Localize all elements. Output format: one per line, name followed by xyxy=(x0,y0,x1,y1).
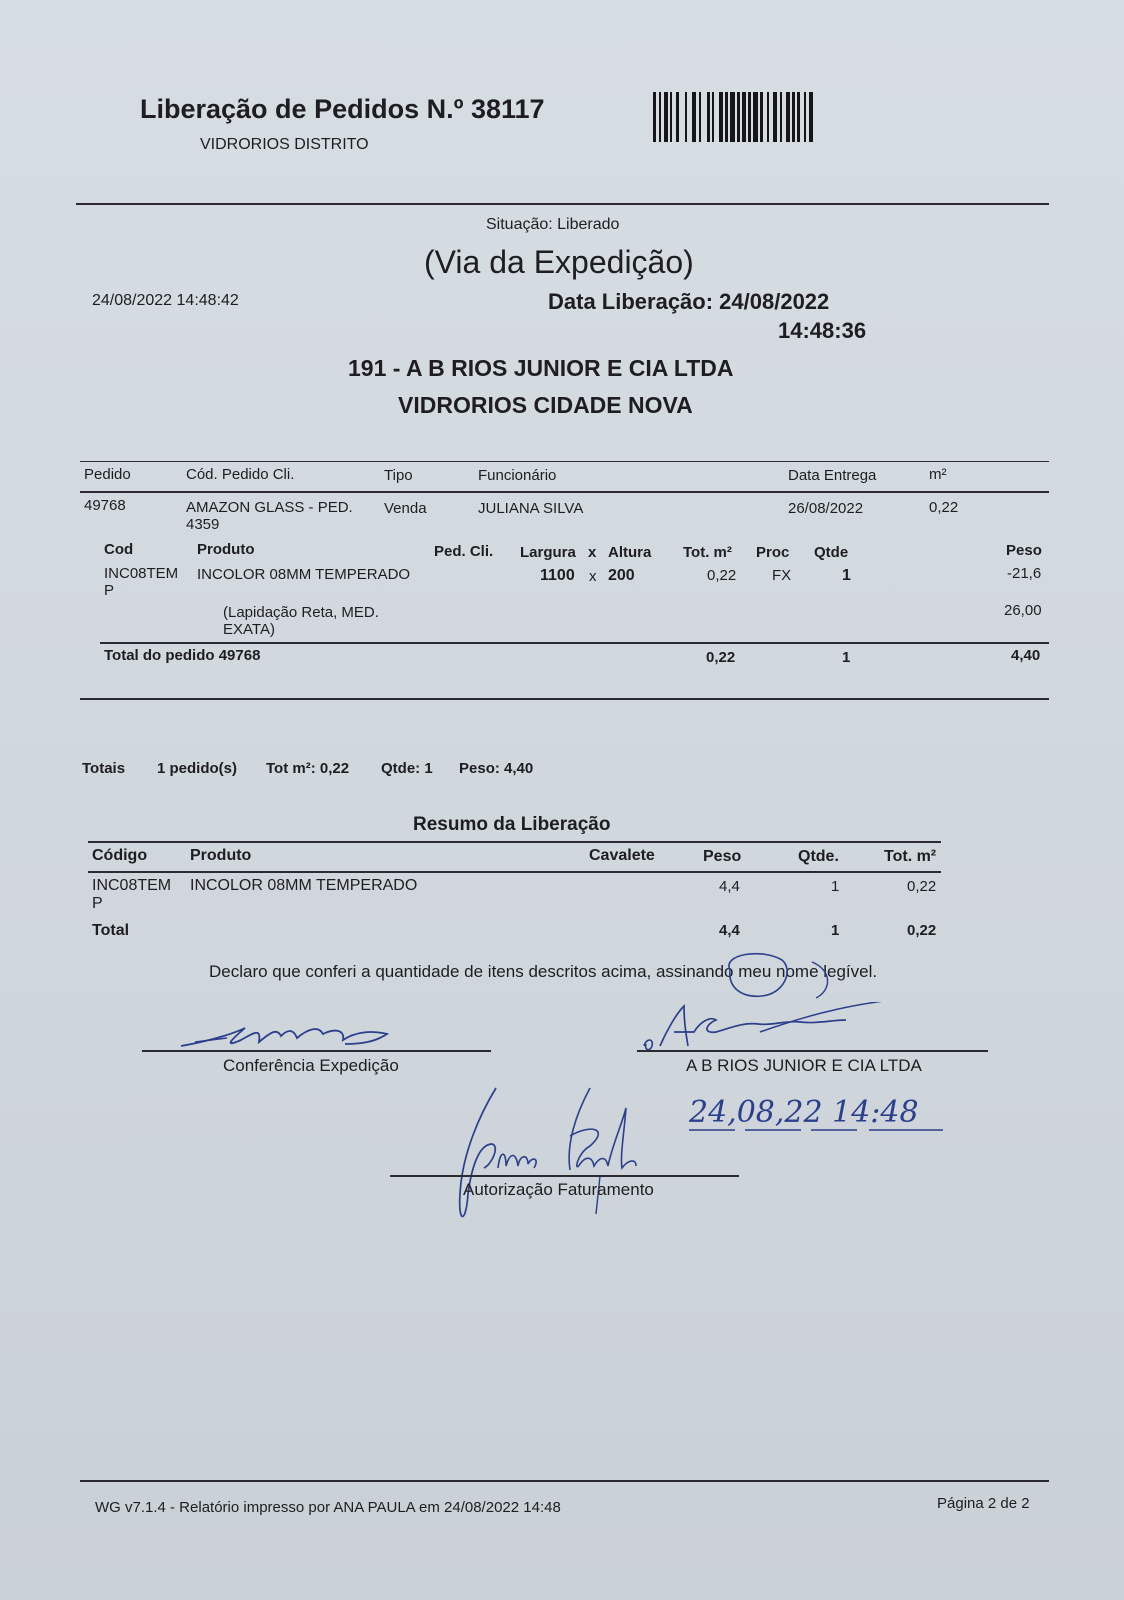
col-cod-pedido-cli: Cód. Pedido Cli. xyxy=(186,466,295,483)
col-tipo: Tipo xyxy=(384,467,413,484)
barcode xyxy=(653,92,825,142)
summary-title: Resumo da Liberação xyxy=(413,814,611,835)
col-data-entrega: Data Entrega xyxy=(788,467,877,484)
item-col-peso: Peso xyxy=(1006,542,1042,559)
order-total-m2: 0,22 xyxy=(706,649,736,666)
item-code-cont: P xyxy=(104,582,115,599)
item-height: 200 xyxy=(608,567,635,584)
item-weight-2: 26,00 xyxy=(1004,602,1042,619)
item-col-qtde: Qtde xyxy=(814,544,849,561)
item-code: INC08TEM xyxy=(104,565,179,582)
item-col-largura: Largura xyxy=(520,544,576,561)
item-product: INCOLOR 08MM TEMPERADO xyxy=(197,566,411,583)
footer-rule xyxy=(80,1480,1049,1482)
print-datetime: 24/08/2022 14:48:42 xyxy=(92,292,239,309)
totals-m2: Tot m²: 0,22 xyxy=(266,760,350,777)
totals-qty: Qtde: 1 xyxy=(381,760,433,777)
summary-col-produto: Produto xyxy=(190,847,252,864)
summary-top-rule xyxy=(88,841,941,843)
company-name: VIDRORIOS DISTRITO xyxy=(200,136,369,153)
header-divider xyxy=(76,203,1049,205)
summary-total-weight: 4,4 xyxy=(719,922,740,939)
order-total-label: Total do pedido 49768 xyxy=(104,647,261,664)
footer-printed-by: WG v7.1.4 - Relatório impresso por ANA PAULA em 24/08/2022 14:48 xyxy=(95,1499,561,1516)
summary-col-codigo: Código xyxy=(92,847,148,864)
autorizacao-signature-line xyxy=(390,1175,739,1177)
summary-code: INC08TEM xyxy=(92,877,172,894)
summary-header-rule xyxy=(88,871,941,873)
item-col-x: x xyxy=(588,544,597,561)
item-width: 1100 xyxy=(540,567,575,584)
item-col-cod: Cod xyxy=(104,541,134,558)
customer-signature xyxy=(640,1002,900,1052)
item-col-altura: Altura xyxy=(608,544,652,561)
pen-circle-mark xyxy=(712,950,852,1002)
totals-weight: Peso: 4,40 xyxy=(459,760,534,777)
item-proc: FX xyxy=(772,567,792,584)
item-col-produto: Produto xyxy=(197,541,255,558)
customer-name: 191 - A B RIOS JUNIOR E CIA LTDA xyxy=(348,355,734,381)
customer-signature-label: A B RIOS JUNIOR E CIA LTDA xyxy=(686,1056,922,1075)
copy-type-title: (Via da Expedição) xyxy=(424,244,694,280)
summary-m2: 0,22 xyxy=(907,878,937,895)
order-number: 49768 xyxy=(84,497,126,514)
status-label: Situação: Liberado xyxy=(486,216,620,233)
item-note-cont: EXATA) xyxy=(223,621,275,638)
summary-weight: 4,4 xyxy=(719,878,740,895)
order-table-bottom-rule xyxy=(80,698,1049,700)
summary-qty: 1 xyxy=(831,878,840,895)
item-col-proc: Proc xyxy=(756,544,790,561)
document-title: Liberação de Pedidos N.º 38117 xyxy=(140,94,545,124)
summary-code-cont: P xyxy=(92,895,103,912)
summary-col-peso: Peso xyxy=(703,848,742,865)
item-qty: 1 xyxy=(842,567,851,584)
summary-col-cavalete: Cavalete xyxy=(589,847,655,864)
order-m2: 0,22 xyxy=(929,499,959,516)
handwritten-date xyxy=(685,1086,955,1136)
item-col-tot-m2: Tot. m² xyxy=(683,544,732,561)
summary-total-qty: 1 xyxy=(831,922,840,939)
autorizacao-label: Autorização Faturamento xyxy=(463,1180,654,1199)
item-weight: -21,6 xyxy=(1007,565,1042,582)
item-x: x xyxy=(589,568,597,585)
autorizacao-signature xyxy=(440,1084,670,1228)
order-total-qty: 1 xyxy=(842,649,851,666)
totals-label: Totais xyxy=(82,760,126,777)
client-order-code: AMAZON GLASS - PED. xyxy=(186,499,353,516)
summary-col-qtde: Qtde. xyxy=(798,848,839,865)
delivery-date: 26/08/2022 xyxy=(788,500,864,517)
order-table-header-rule xyxy=(80,491,1049,493)
item-tot-m2: 0,22 xyxy=(707,567,737,584)
order-table-top-rule xyxy=(80,461,1049,462)
handwritten-date-text: 24,08,22 14:48 xyxy=(689,1095,919,1130)
summary-product: INCOLOR 08MM TEMPERADO xyxy=(190,877,418,894)
release-date: Data Liberação: 24/08/2022 xyxy=(548,289,830,314)
conferencia-label: Conferência Expedição xyxy=(223,1056,399,1075)
item-col-ped-cli: Ped. Cli. xyxy=(434,543,494,560)
conferencia-signature-line xyxy=(142,1050,491,1052)
totals-orders: 1 pedido(s) xyxy=(157,760,238,777)
col-pedido: Pedido xyxy=(84,466,131,483)
conferencia-signature xyxy=(175,1018,415,1058)
col-m2: m² xyxy=(929,466,947,483)
release-time: 14:48:36 xyxy=(778,318,867,343)
employee-name: JULIANA SILVA xyxy=(478,500,584,517)
order-total-rule xyxy=(100,642,1049,644)
client-order-code-cont: 4359 xyxy=(186,516,220,533)
declaration-text: Declaro que conferi a quantidade de itens descritos acima, assinando meu nome legível. xyxy=(209,962,878,981)
store-name: VIDRORIOS CIDADE NOVA xyxy=(398,392,693,418)
order-total-weight: 4,40 xyxy=(1011,647,1041,664)
summary-total-m2: 0,22 xyxy=(907,922,937,939)
summary-col-tot-m2: Tot. m² xyxy=(884,848,937,865)
item-note: (Lapidação Reta, MED. xyxy=(223,604,379,621)
footer-page-number: Página 2 de 2 xyxy=(937,1495,1030,1512)
summary-total-label: Total xyxy=(92,922,130,939)
customer-signature-line xyxy=(637,1050,988,1052)
col-funcionario: Funcionário xyxy=(478,467,557,484)
order-type: Venda xyxy=(384,500,427,517)
